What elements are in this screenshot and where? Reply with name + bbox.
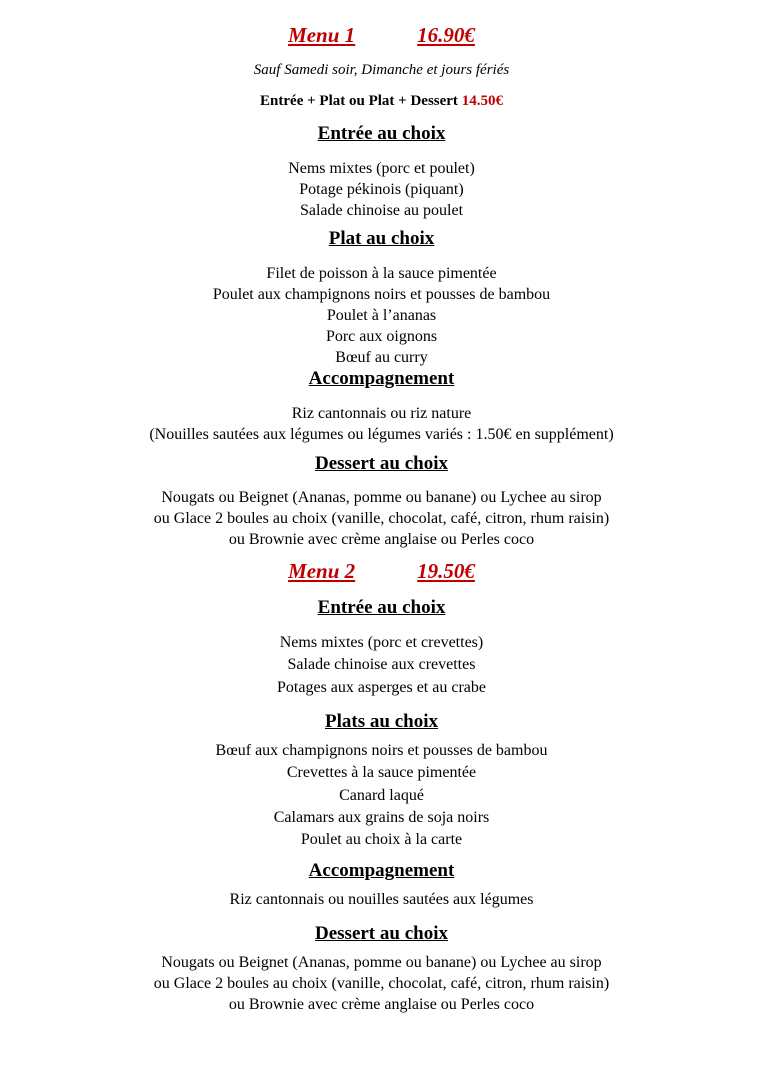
menu2-accomp-item: Riz cantonnais ou nouilles sautées aux légumes xyxy=(229,891,534,908)
menu1-title xyxy=(0,23,763,48)
menu2-plat-item: Canard laqué xyxy=(339,787,424,804)
menu1-dessert-heading: Dessert au choix xyxy=(315,453,448,474)
menu2-title xyxy=(0,559,763,584)
menu1-plat-item: Filet de poisson à la sauce pimentée xyxy=(266,265,497,282)
menu1-formula-price: 14.50€ xyxy=(461,93,503,109)
menu1-formula xyxy=(0,93,763,110)
menu2-dessert-item: ou Brownie avec crème anglaise ou Perles coco xyxy=(228,996,535,1013)
menu2-dessert-item: Nougats ou Beignet (Ananas, pomme ou banane) ou Lychee au sirop xyxy=(161,954,602,971)
menu1-entree-heading: Entrée au choix xyxy=(317,123,446,144)
menu2-price: 19.50€ xyxy=(417,559,475,583)
menu1-plat-item: Poulet à l’ananas xyxy=(326,307,437,324)
menu2-dessert-item: ou Glace 2 boules au choix (vanille, chocolat, café, citron, rhum raisin) xyxy=(153,975,610,992)
menu2-plat-item: Bœuf aux champignons noirs et pousses de bambou xyxy=(215,742,548,759)
menu1-plat-heading: Plat au choix xyxy=(328,228,435,249)
menu1-plat-item: Poulet aux champignons noirs et pousses de bambou xyxy=(212,286,551,303)
menu2-entree-item: Potages aux asperges et au crabe xyxy=(277,679,486,696)
menu2-accomp-heading: Accompagnement xyxy=(308,860,455,881)
menu1-dessert-item: Nougats ou Beignet (Ananas, pomme ou banane) ou Lychee au sirop xyxy=(161,489,602,506)
menu2-entree-item: Nems mixtes (porc et crevettes) xyxy=(279,634,484,651)
menu2-entree-item: Salade chinoise aux crevettes xyxy=(287,656,476,673)
menu1-plat-item: Bœuf au curry xyxy=(335,349,428,366)
menu1-name: Menu 1 xyxy=(288,23,356,47)
menu1-price: 16.90€ xyxy=(417,23,475,47)
menu2-dessert-heading: Dessert au choix xyxy=(315,923,448,944)
menu1-note: Sauf Samedi soir, Dimanche et jours fériés xyxy=(253,62,510,78)
menu1-entree-item: Nems mixtes (porc et poulet) xyxy=(288,160,475,177)
menu2-plat-item: Crevettes à la sauce pimentée xyxy=(286,764,477,781)
menu1-formula-text: Entrée + Plat ou Plat + Dessert xyxy=(260,93,458,109)
menu1-entree-item: Salade chinoise au poulet xyxy=(299,202,464,219)
menu1-plat-item: Porc aux oignons xyxy=(325,328,438,345)
menu2-entree-heading: Entrée au choix xyxy=(317,597,446,618)
menu2-plat-item: Calamars aux grains de soja noirs xyxy=(273,809,490,826)
menu1-dessert-item: ou Glace 2 boules au choix (vanille, chocolat, café, citron, rhum raisin) xyxy=(153,510,610,527)
menu2-plat-heading: Plats au choix xyxy=(325,711,438,732)
menu1-accomp-item: (Nouilles sautées aux légumes ou légumes variés : 1.50€ en supplément) xyxy=(149,426,614,443)
menu1-dessert-item: ou Brownie avec crème anglaise ou Perles coco xyxy=(228,531,535,548)
menu2-plat-item: Poulet au choix à la carte xyxy=(300,831,463,848)
menu1-accomp-item: Riz cantonnais ou riz nature xyxy=(291,405,472,422)
menu2-name: Menu 2 xyxy=(288,559,356,583)
menu1-entree-item: Potage pékinois (piquant) xyxy=(299,181,464,198)
menu1-accomp-heading: Accompagnement xyxy=(308,368,455,389)
